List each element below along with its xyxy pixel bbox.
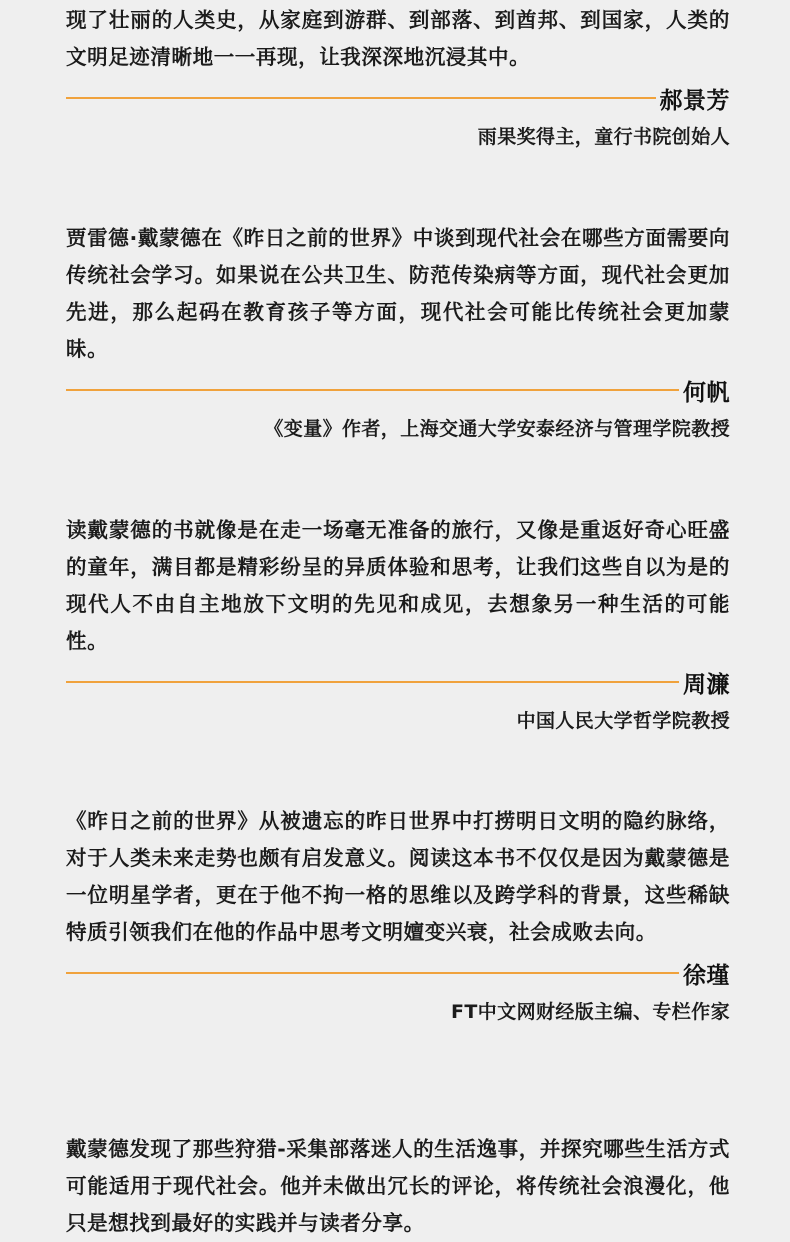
author-name: 周濂 bbox=[683, 671, 730, 698]
divider-rule bbox=[66, 972, 679, 974]
divider-rule bbox=[66, 389, 679, 391]
quote-text: 现了壮丽的人类史，从家庭到游群、到部落、到酋邦、到国家，人类的文明足迹清晰地一一再现，让我深深地沉浸其中。 bbox=[66, 8, 730, 69]
attribution-line bbox=[66, 955, 730, 991]
quote-block-1 bbox=[66, 2, 730, 149]
author-title: 中国人民大学哲学院教授 bbox=[516, 710, 730, 732]
attribution-line bbox=[66, 664, 730, 700]
author-name: 何帆 bbox=[683, 379, 730, 406]
divider-rule bbox=[66, 97, 656, 99]
author-title: 《变量》作者，上海交通大学安泰经济与管理学院教授 bbox=[264, 418, 730, 440]
author-name: 郝景芳 bbox=[659, 87, 730, 114]
quote-text: 读戴蒙德的书就像是在走一场毫无准备的旅行，又像是重返好奇心旺盛的童年，满目都是精彩纷呈的异质体验和思考，让我们这些自以为是的现代人不由自主地放下文明的先见和成见，去想象另一种生活的可能性。 bbox=[66, 518, 730, 653]
divider-rule bbox=[66, 681, 679, 683]
quote-block-3 bbox=[66, 512, 730, 733]
quote-text: 《昨日之前的世界》从被遗忘的昨日世界中打捞明日文明的隐约脉络，对于人类未来走势也颇有启发意义。阅读这本书不仅仅是因为戴蒙德是一位明星学者，更在于他不拘一格的思维以及跨学科的背景，这些稀缺特质引领我们在他的作品中思考文明嬗变兴衰，社会成败去向。 bbox=[66, 809, 730, 944]
quote-text: 贾雷德·戴蒙德在《昨日之前的世界》中谈到现代社会在哪些方面需要向传统社会学习。如果说在公共卫生、防范传染病等方面，现代社会更加先进，那么起码在教育孩子等方面，现代社会可能比传统社会更加蒙昧。 bbox=[66, 226, 730, 361]
attribution-line bbox=[66, 372, 730, 408]
author-title: 雨果奖得主，童行书院创始人 bbox=[477, 126, 730, 148]
quote-block-5 bbox=[66, 1131, 730, 1242]
author-name: 徐瑾 bbox=[683, 962, 730, 989]
author-title: FT中文网财经版主编、专栏作家 bbox=[451, 1001, 730, 1023]
quote-text: 戴蒙德发现了那些狩猎-采集部落迷人的生活逸事，并探究哪些生活方式可能适用于现代社会。他并未做出冗长的评论，将传统社会浪漫化，他只是想找到最好的实践并与读者分享。 bbox=[66, 1137, 730, 1235]
quote-block-2 bbox=[66, 220, 730, 441]
attribution-line bbox=[66, 80, 730, 116]
quote-block-4 bbox=[66, 803, 730, 1024]
